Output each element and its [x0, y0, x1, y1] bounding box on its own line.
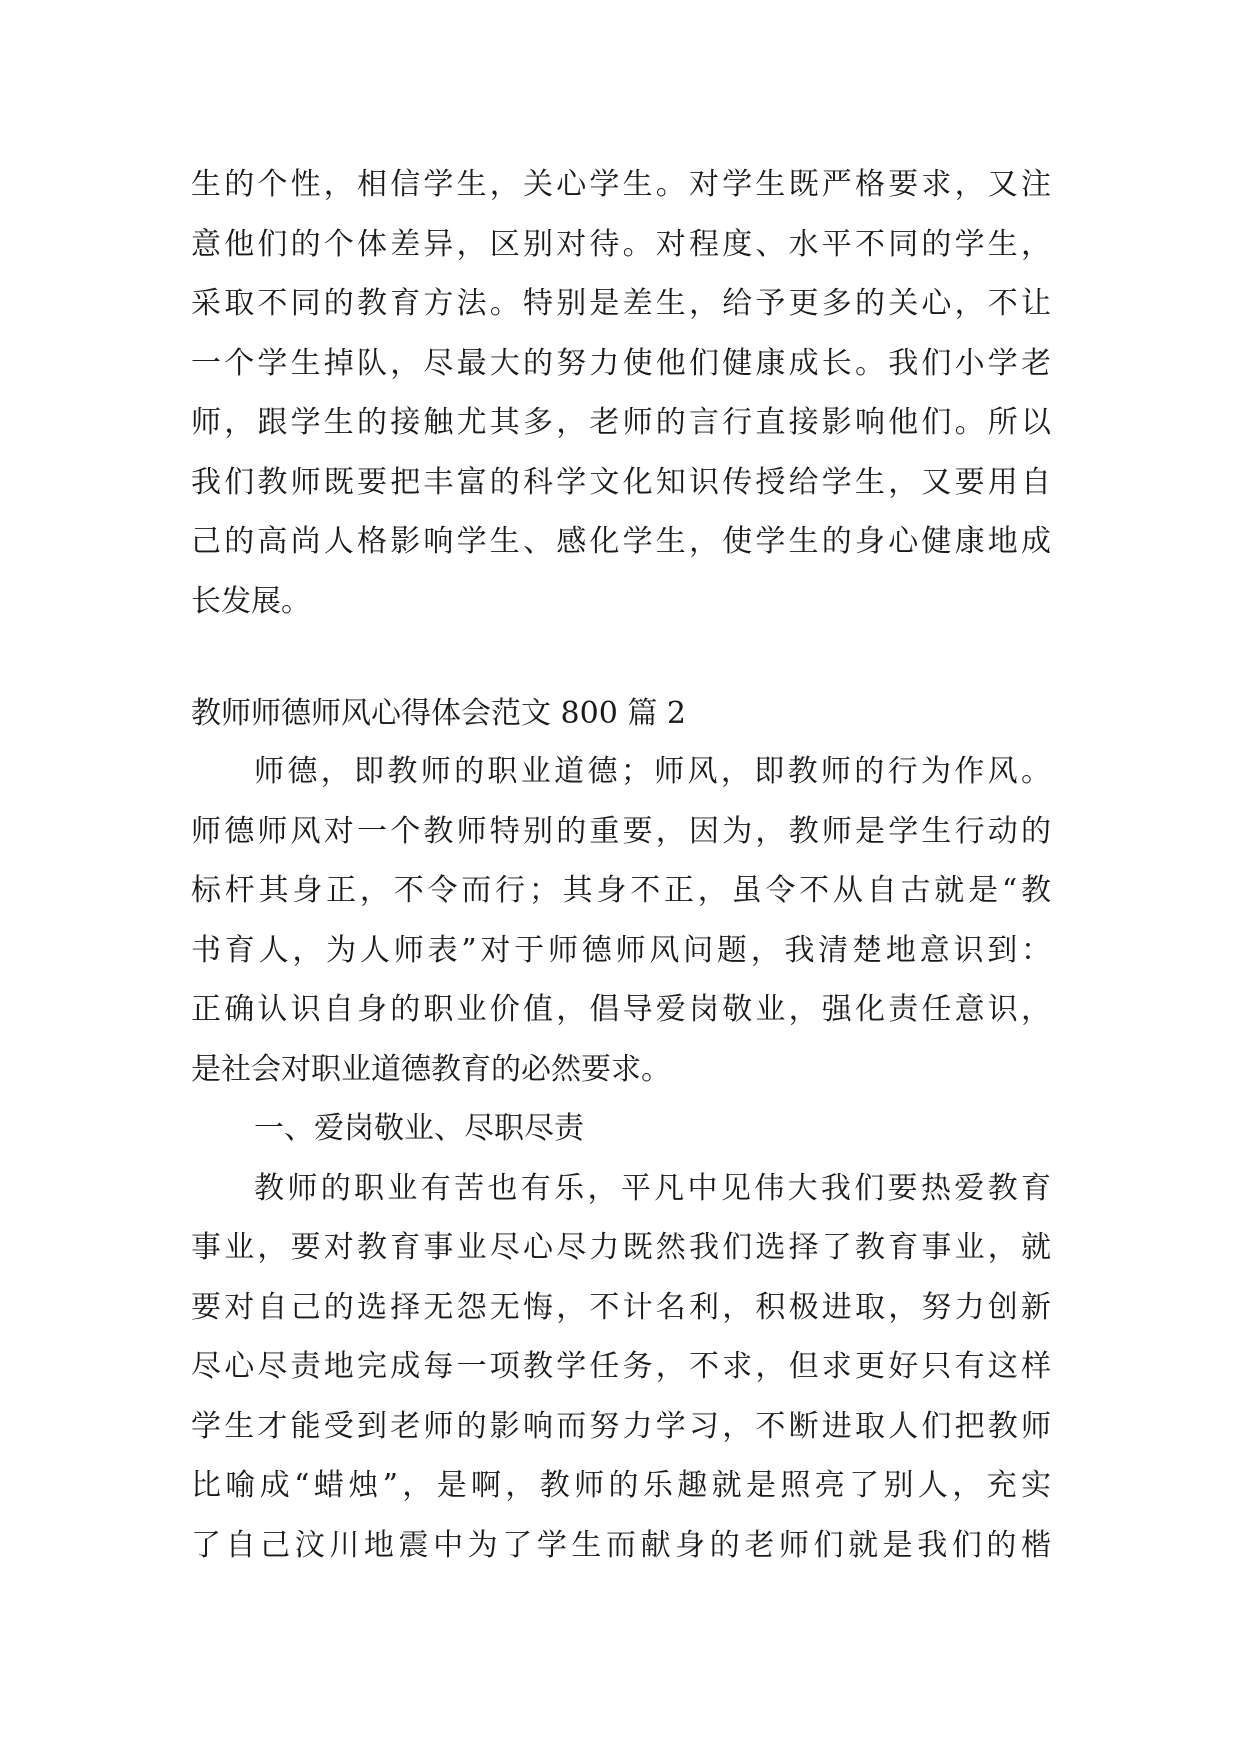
paragraph-line: 己的高尚人格影响学生、感化学生，使学生的身心健康地成: [191, 524, 1051, 559]
paragraph-line: 书育人，为人师表”对于师德师风问题，我清楚地意识到：: [191, 933, 1051, 968]
paragraph-line: 了自己汶川地震中为了学生而献身的老师们就是我们的楷: [191, 1528, 1051, 1563]
paragraph-line: 标杆其身正，不令而行；其身不正，虽令不从自古就是“教: [191, 873, 1051, 908]
paragraph-line: 要对自己的选择无怨无悔，不计名利，积极进取，努力创新: [191, 1290, 1051, 1325]
paragraph-line: 意他们的个体差异，区别对待。对程度、水平不同的学生，: [191, 227, 1051, 262]
paragraph-line: 一个学生掉队，尽最大的努力使他们健康成长。我们小学老: [191, 346, 1051, 381]
paragraph-line: 是社会对职业道德教育的必然要求。: [191, 1052, 671, 1087]
paragraph-line: 师德，即教师的职业道德；师风，即教师的行为作风。: [254, 754, 1051, 789]
subheading: 一、爱岗敬业、尽职尽责: [254, 1111, 584, 1146]
section-title: 教师师德师风心得体会范文 800 篇 2: [191, 696, 686, 731]
paragraph-line: 正确认识自身的职业价值，倡导爱岗敬业，强化责任意识，: [191, 992, 1051, 1027]
paragraph-line: 长发展。: [191, 584, 311, 619]
paragraph-line: 师德师风对一个教师特别的重要，因为，教师是学生行动的: [191, 814, 1051, 849]
paragraph-line: 事业，要对教育事业尽心尽力既然我们选择了教育事业，就: [191, 1230, 1051, 1265]
paragraph-line: 我们教师既要把丰富的科学文化知识传授给学生，又要用自: [191, 465, 1051, 500]
paragraph-line: 教师的职业有苦也有乐，平凡中见伟大我们要热爱教育: [254, 1171, 1051, 1206]
paragraph-line: 生的个性，相信学生，关心学生。对学生既严格要求，又注: [191, 167, 1051, 202]
paragraph-line: 比喻成“蜡烛”，是啊，教师的乐趣就是照亮了别人，充实: [191, 1468, 1051, 1503]
paragraph-line: 采取不同的教育方法。特别是差生，给予更多的关心，不让: [191, 286, 1051, 321]
paragraph-line: 师，跟学生的接触尤其多，老师的言行直接影响他们。所以: [191, 405, 1051, 440]
paragraph-line: 尽心尽责地完成每一项教学任务，不求，但求更好只有这样: [191, 1349, 1051, 1384]
paragraph-line: 学生才能受到老师的影响而努力学习，不断进取人们把教师: [191, 1409, 1051, 1444]
